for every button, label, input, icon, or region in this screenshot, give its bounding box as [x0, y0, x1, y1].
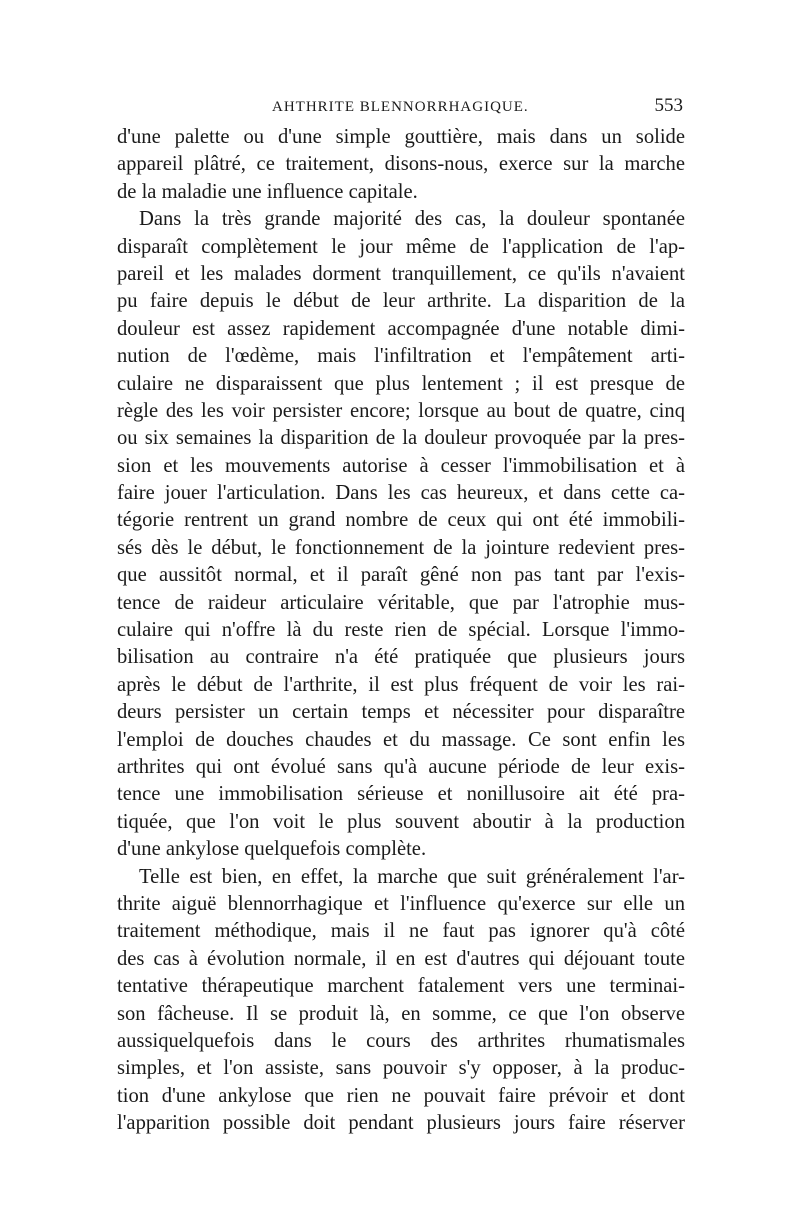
text-line: tiquée, que l'on voit le plus souvent aboutir à la production	[117, 810, 685, 833]
text-line: d'une ankylose quelquefois complète.	[117, 838, 427, 861]
text-line: pu faire depuis le début de leur arthrite. La disparition de la	[117, 290, 685, 313]
text-line: thrite aiguë blennorrhagique et l'influence qu'exerce sur elle un	[117, 892, 685, 915]
running-header	[117, 95, 685, 121]
text-line: sés dès le début, le fonctionnement de la jointure redevient pres-	[117, 536, 685, 559]
text-line: Dans la très grande majorité des cas, la douleur spontanée	[139, 208, 685, 231]
text-line: l'emploi de douches chaudes et du massage. Ce sont enfin les	[117, 728, 685, 751]
text-line: faire jouer l'articulation. Dans les cas heureux, et dans cette ca-	[117, 482, 685, 505]
text-line: disparaît complètement le jour même de l'application de l'ap-	[117, 235, 685, 258]
text-line: arthrites qui ont évolué sans qu'à aucune période de leur exis-	[117, 755, 685, 778]
text-line: tentative thérapeutique marchent fatalement vers une terminai-	[117, 975, 685, 998]
text-line: traitement méthodique, mais il ne faut pas ignorer qu'à côté	[117, 920, 685, 943]
text-line: tence une immobilisation sérieuse et nonillusoire ait été pra-	[117, 783, 685, 806]
text-line: pareil et les malades dorment tranquillement, ce qu'ils n'avaient	[117, 262, 685, 285]
text-line: son fâcheuse. Il se produit là, en somme, ce que l'on observe	[117, 1002, 685, 1025]
text-line: culaire qui n'offre là du reste rien de spécial. Lorsque l'immo-	[117, 619, 685, 642]
text-line: des cas à évolution normale, il en est d'autres qui déjouant toute	[117, 947, 685, 970]
page-number: 553	[654, 95, 683, 116]
text-line: tégorie rentrent un grand nombre de ceux qui ont été immobili-	[117, 509, 685, 532]
text-line: après le début de l'arthrite, il est plus fréquent de voir les rai-	[117, 673, 685, 696]
text-line: Telle est bien, en effet, la marche que suit grénéralement l'ar-	[139, 865, 685, 888]
text-line: sion et les mouvements autorise à cesser l'immobilisation et à	[117, 454, 685, 477]
text-line: ou six semaines la disparition de la douleur provoquée par la pres-	[117, 427, 685, 450]
running-title: AHTHRITE BLENNORRHAGIQUE.	[272, 99, 529, 115]
text-line: douleur est assez rapidement accompagnée d'une notable dimi-	[117, 317, 685, 340]
text-line: appareil plâtré, ce traitement, disons-nous, exerce sur la marche	[117, 153, 685, 176]
text-line: tion d'une ankylose que rien ne pouvait faire prévoir et dont	[117, 1084, 685, 1107]
text-line: que aussitôt normal, et il paraît gêné non pas tant par l'exis-	[117, 564, 685, 587]
text-line: l'apparition possible doit pendant plusieurs jours faire réserver	[117, 1112, 685, 1135]
text-line: règle des les voir persister encore; lorsque au bout de quatre, cinq	[117, 399, 685, 422]
text-line: deurs persister un certain temps et nécessiter pour disparaître	[117, 701, 685, 724]
text-line: tence de raideur articulaire véritable, que par l'atrophie mus-	[117, 591, 685, 614]
text-line: de la maladie une influence capitale.	[117, 180, 418, 203]
text-line: aussiquelquefois dans le cours des arthrites rhumatismales	[117, 1029, 685, 1052]
text-line: bilisation au contraire n'a été pratiquée que plusieurs jours	[117, 646, 685, 669]
text-line: culaire ne disparaissent que plus lentement ; il est presque de	[117, 372, 685, 395]
body-text	[117, 124, 685, 1137]
text-line: d'une palette ou d'une simple gouttière, mais dans un solide	[117, 126, 685, 148]
text-line: simples, et l'on assiste, sans pouvoir s'y opposer, à la produc-	[117, 1057, 685, 1080]
text-line: nution de l'œdème, mais l'infiltration et l'empâtement arti-	[117, 345, 685, 368]
